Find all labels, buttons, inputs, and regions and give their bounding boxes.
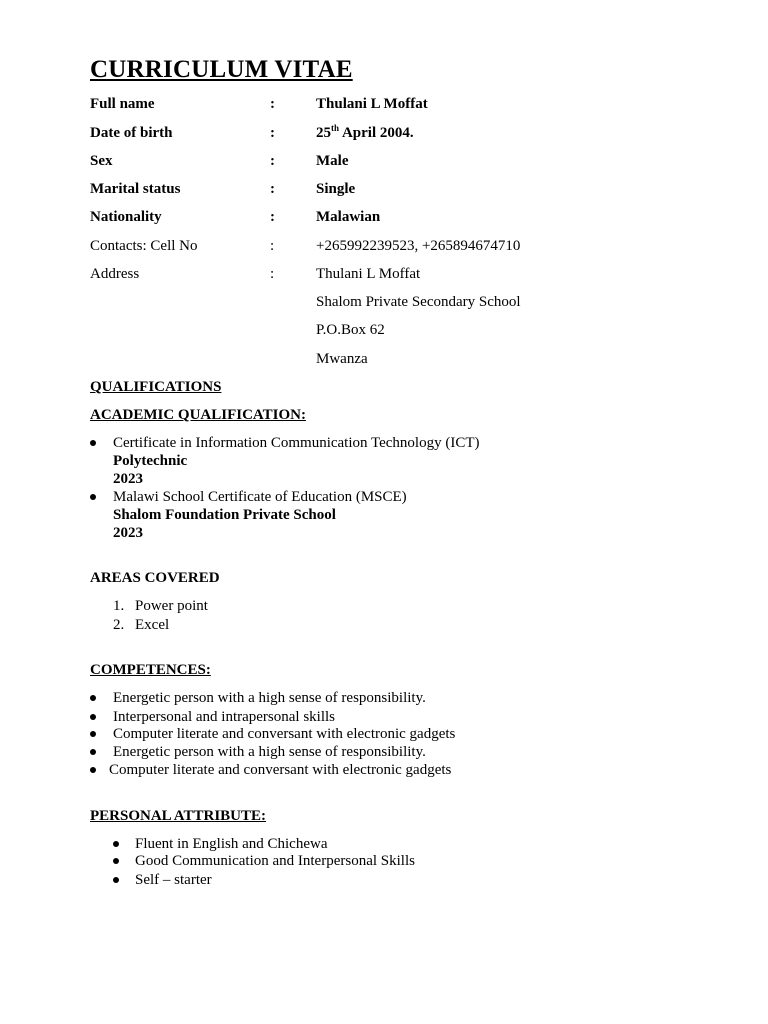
- bullet-icon: [90, 731, 96, 737]
- area-item: Excel: [135, 617, 170, 633]
- competence-item: Energetic person with a high sense of responsibility.: [113, 744, 426, 760]
- separator: :: [270, 181, 275, 197]
- academic-year: 2023: [113, 525, 143, 541]
- competence-item: Energetic person with a high sense of responsibility.: [113, 690, 426, 706]
- dob-label: Date of birth: [90, 125, 173, 141]
- academic-course: Certificate in Information Communication Technology (ICT): [113, 435, 480, 451]
- separator: :: [270, 153, 275, 169]
- competence-item: Computer literate and conversant with electronic gadgets: [113, 726, 456, 742]
- bullet-icon: [113, 858, 119, 864]
- bullet-icon: [113, 877, 119, 883]
- marital-label: Marital status: [90, 181, 181, 197]
- attribute-item: Fluent in English and Chichewa: [135, 836, 328, 852]
- list-number: 2.: [113, 617, 125, 633]
- dob-value: [316, 125, 414, 142]
- full-name-label: Full name: [90, 96, 155, 112]
- separator: :: [270, 238, 275, 254]
- academic-institution: Polytechnic: [113, 453, 188, 469]
- address-line: Thulani L Moffat: [316, 266, 421, 282]
- address-label: Address: [90, 266, 140, 282]
- separator: :: [270, 125, 275, 141]
- attributes-heading: PERSONAL ATTRIBUTE:: [90, 808, 267, 824]
- bullet-icon: [90, 440, 96, 446]
- address-line: P.O.Box 62: [316, 322, 385, 338]
- qualifications-heading: QUALIFICATIONS: [90, 379, 222, 395]
- areas-heading: AREAS COVERED: [90, 570, 220, 586]
- bullet-icon: [90, 695, 96, 701]
- list-number: 1.: [113, 598, 125, 614]
- marital-value: Single: [316, 181, 356, 197]
- competences-heading: COMPETENCES:: [90, 662, 211, 678]
- full-name-value: Thulani L Moffat: [316, 96, 428, 112]
- academic-course: Malawi School Certificate of Education (MSCE): [113, 489, 407, 505]
- academic-institution: Shalom Foundation Private School: [113, 507, 336, 523]
- dob-month-year: April 2004.: [339, 125, 414, 141]
- competence-item: Computer literate and conversant with electronic gadgets: [109, 762, 452, 778]
- dob-suffix: th: [331, 123, 340, 133]
- sex-value: Male: [316, 153, 349, 169]
- bullet-icon: [113, 841, 119, 847]
- competence-item: Interpersonal and intrapersonal skills: [113, 709, 336, 725]
- address-line: Shalom Private Secondary School: [316, 294, 521, 310]
- area-item: Power point: [135, 598, 208, 614]
- attribute-item: Self – starter: [135, 872, 212, 888]
- academic-year: 2023: [113, 471, 143, 487]
- sex-label: Sex: [90, 153, 113, 169]
- attribute-item: Good Communication and Interpersonal Skills: [135, 853, 415, 869]
- nationality-value: Malawian: [316, 209, 381, 225]
- bullet-icon: [90, 494, 96, 500]
- separator: :: [270, 96, 275, 112]
- nationality-label: Nationality: [90, 209, 162, 225]
- academic-heading: ACADEMIC QUALIFICATION:: [90, 407, 306, 423]
- bullet-icon: [90, 749, 96, 755]
- bullet-icon: [90, 767, 96, 773]
- bullet-icon: [90, 714, 96, 720]
- contacts-label: Contacts: Cell No: [90, 238, 198, 254]
- dob-day: 25: [316, 125, 331, 141]
- document-title: CURRICULUM VITAE: [90, 56, 353, 83]
- contacts-value: +265992239523, +265894674710: [316, 238, 521, 254]
- separator: :: [270, 266, 275, 282]
- separator: :: [270, 209, 275, 225]
- address-line: Mwanza: [316, 351, 368, 367]
